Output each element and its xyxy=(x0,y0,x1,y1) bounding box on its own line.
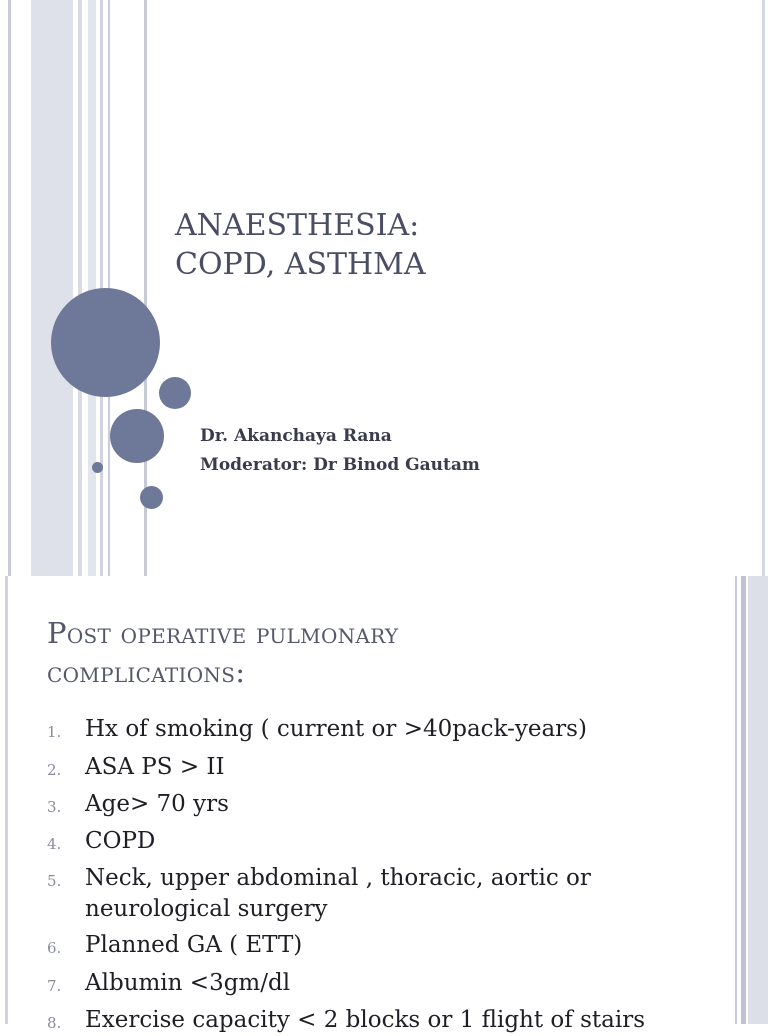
author-name: Dr. Akanchaya Rana xyxy=(200,426,392,446)
list-text: Hx of smoking ( current or >40pack-years) xyxy=(85,716,587,742)
list-number: 6. xyxy=(47,939,62,957)
list-number: 4. xyxy=(47,835,62,853)
title-line-1: ANAESTHESIA: xyxy=(175,208,420,243)
decor-stripe xyxy=(8,0,11,576)
decor-stripe xyxy=(762,0,765,576)
list-number: 7. xyxy=(47,977,62,995)
list-text: Planned GA ( ETT) xyxy=(85,932,303,958)
slide2-title xyxy=(47,614,398,692)
title-line-2: COPD, ASTHMA xyxy=(175,247,426,282)
decor-circle xyxy=(140,486,163,509)
decor-stripe xyxy=(748,576,768,1024)
list-number: 5. xyxy=(47,872,62,890)
decor-stripe xyxy=(5,576,8,1024)
list-text: COPD xyxy=(85,828,156,854)
list-text: Age> 70 yrs xyxy=(85,791,229,817)
slide2-title-line-1: Post operative pulmonary xyxy=(47,616,399,650)
slide2-title-line-2: complications: xyxy=(47,655,246,689)
list-number: 8. xyxy=(47,1014,62,1032)
decor-stripe xyxy=(78,0,82,576)
decor-stripe xyxy=(741,576,746,1024)
list-number: 2. xyxy=(47,761,62,779)
list-text: Exercise capacity < 2 blocks or 1 flight of stairs xyxy=(85,1007,645,1033)
decor-circle xyxy=(159,377,191,409)
decor-circle xyxy=(110,409,164,463)
list-text-continued: neurological surgery xyxy=(85,896,328,922)
decor-stripe xyxy=(31,0,73,576)
decor-circle-small xyxy=(92,462,103,473)
decor-stripe xyxy=(735,576,737,1024)
list-text: Albumin <3gm/dl xyxy=(85,970,291,996)
list-number: 1. xyxy=(47,723,62,741)
list-text: Neck, upper abdominal , thoracic, aortic or xyxy=(85,865,591,891)
moderator-name: Moderator: Dr Binod Gautam xyxy=(200,455,480,475)
slide-title xyxy=(175,206,735,284)
decor-circle-large xyxy=(51,288,160,397)
list-number: 3. xyxy=(47,798,62,816)
list-text: ASA PS > II xyxy=(85,754,225,780)
